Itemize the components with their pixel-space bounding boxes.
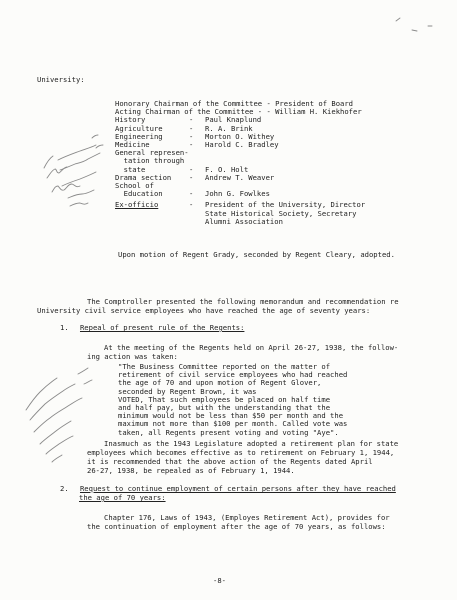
item-1-line-1: At the meeting of the Regents held on April 26-27, 1938, the follow-	[104, 343, 399, 352]
assignment-category: Drama section	[115, 172, 172, 182]
comptroller-line-2: University civil service employees who have reached the age of seventy years:	[37, 306, 371, 315]
assignment-name: Morton O. Withey	[205, 131, 275, 141]
handwritten-note-bottom	[26, 368, 92, 462]
chapter-line-1: Chapter 176, Laws of 1943, (Employes Retirement Act), provides for	[104, 513, 390, 522]
handwritten-note-top	[44, 135, 103, 206]
assignment-dash: -	[189, 140, 194, 150]
assignment-category: Engineering	[115, 131, 163, 141]
assignment-dash: -	[189, 115, 194, 125]
assignment-category: General represen- tation through state	[115, 148, 189, 174]
assignment-dash: -	[189, 123, 194, 133]
quote-line: maximum not more than $100 per month. Called vote was	[118, 419, 348, 429]
quote-line: minimum would not be less than $50 per month and the	[118, 411, 344, 421]
quote-line: seconded by Regent Brown, it was	[118, 386, 257, 396]
corner-marks	[396, 18, 432, 31]
assignment-name-text: John G. Fowlkes	[205, 189, 270, 199]
page-number: -8-	[213, 576, 226, 585]
assignment-name: Andrew T. Weaver	[205, 172, 275, 182]
assignment-dash: -	[189, 172, 194, 182]
assignment-dash: -	[189, 164, 194, 174]
assignment-dash: -	[189, 200, 194, 210]
assignment-category: History	[115, 115, 146, 125]
assignment-name-text: F. O. Holt	[205, 164, 249, 174]
item-1-number: 1.	[60, 323, 69, 332]
assignment-name: Harold C. Bradley	[205, 140, 279, 150]
acting-chairman-line: Acting Chairman of the Committee - - William H. Kiekhofer	[115, 107, 362, 117]
chapter-line-2: the continuation of employment after the age of 70 years, as follows:	[87, 522, 386, 531]
section-heading: University:	[37, 75, 85, 84]
assignment-name: Paul Knaplund	[205, 115, 262, 125]
quote-line: VOTED, That such employees be placed on half time	[118, 394, 331, 404]
quote-line: retirement of civil service employees who had reached	[118, 370, 348, 380]
assignment-category: School of Education	[115, 181, 163, 199]
quote-line: the age of 70 and upon motion of Regent Glover,	[118, 378, 322, 388]
item-2-title-2: the age of 70 years:	[79, 493, 166, 502]
item-1-title: Repeal of present rule of the Regents:	[79, 323, 245, 332]
inasmuch-line-3: it is recommended that the above action of the Regents dated April	[87, 457, 373, 466]
honorary-chairman-line: Honorary Chairman of the Committee - President of Board	[115, 99, 353, 108]
inasmuch-line-1: Inasmuch as the 1943 Legislature adopted a retirement plan for state	[104, 439, 399, 448]
assignment-name: President of the University, Director State Historical Society, Secretary Alumni Association	[205, 200, 366, 226]
comptroller-line-1: The Comptroller presented the following memorandum and recommendation re	[87, 297, 399, 306]
assignment-category: Ex-officio	[115, 200, 159, 210]
quote-line: and half pay, but with the understanding that the	[118, 403, 331, 413]
item-2-number: 2.	[60, 484, 69, 493]
item-1-line-2: ing action was taken:	[87, 352, 178, 361]
inasmuch-line-4: 26-27, 1938, be repealed as of February 1, 1944.	[87, 466, 295, 475]
quote-line: taken, all Regents present voting and voting "Aye".	[118, 427, 339, 437]
assignment-category: Agriculture	[115, 123, 163, 133]
inasmuch-line-2: employees which becomes effective as to retirement on February 1, 1944,	[87, 448, 395, 457]
assignment-name: R. A. Brink	[205, 123, 253, 133]
assignment-category: Medicine	[115, 140, 150, 150]
assignment-dash: -	[189, 189, 194, 199]
motion-line: Upon motion of Regent Grady, seconded by Regent Cleary, adopted.	[118, 250, 395, 259]
quote-line: "The Business Committee reported on the matter of	[118, 362, 331, 371]
assignment-dash: -	[189, 131, 194, 141]
item-2-title-1: Request to continue employment of certain persons after they have reached	[79, 484, 396, 493]
